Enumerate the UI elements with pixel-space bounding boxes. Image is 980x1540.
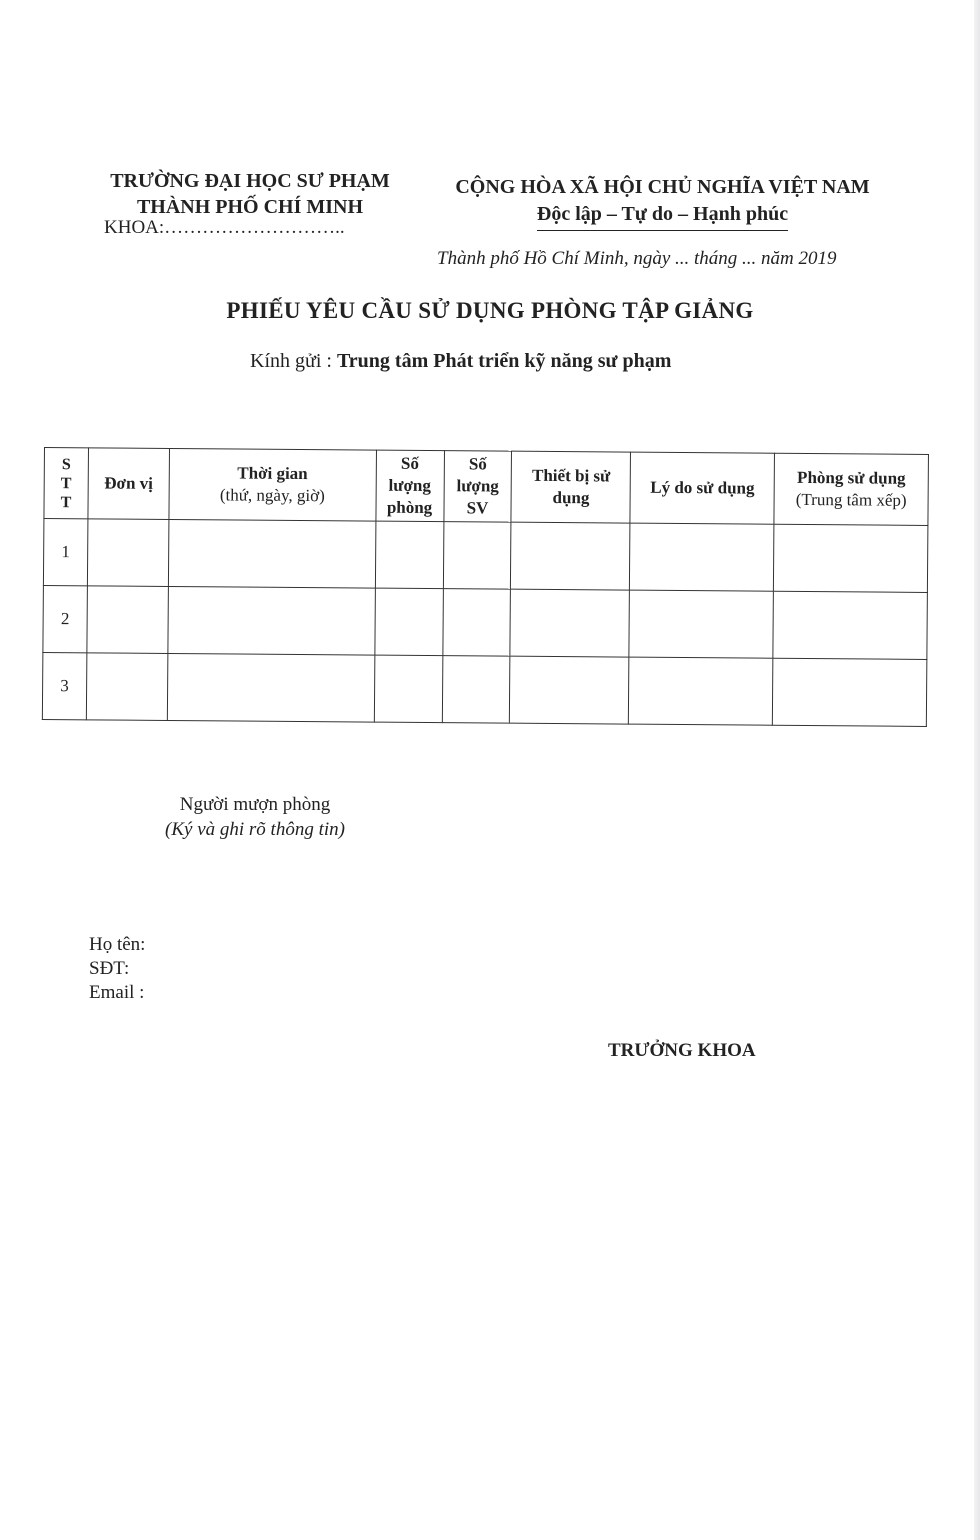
table-row: [43, 585, 927, 659]
row-stt: 1: [43, 519, 87, 586]
school-name-line2: THÀNH PHỐ CHÍ MINH: [136, 196, 364, 218]
time-cell[interactable]: [168, 519, 375, 588]
recipient-label: Kính gửi :: [250, 350, 332, 372]
students-count-cell[interactable]: [442, 589, 510, 657]
school-name-block: [90, 168, 410, 220]
table-row: [42, 652, 926, 726]
time-cell[interactable]: [167, 653, 374, 722]
reason-cell[interactable]: [629, 657, 773, 725]
equipment-cell[interactable]: [511, 522, 630, 590]
header-rooms-count: Số lượng phòng: [375, 450, 444, 522]
rooms-count-cell[interactable]: [374, 588, 442, 656]
students-count-cell[interactable]: [442, 656, 510, 724]
unit-cell[interactable]: [87, 519, 168, 587]
unit-cell[interactable]: [86, 653, 167, 721]
recipient-name: Trung tâm Phát triển kỹ năng sư phạm: [336, 350, 672, 372]
room-assigned-cell[interactable]: [774, 524, 928, 592]
national-motto: Độc lập – Tự do – Hạnh phúc: [537, 201, 788, 231]
borrower-note: (Ký và ghi rõ thông tin): [165, 819, 345, 840]
students-count-cell[interactable]: [443, 522, 511, 590]
reason-cell[interactable]: [629, 590, 773, 658]
contact-block: [89, 933, 145, 1005]
room-assigned-cell[interactable]: [772, 658, 926, 726]
equipment-cell[interactable]: [510, 589, 629, 657]
header-room-sub: (Trung tâm xếp): [795, 489, 907, 510]
header-room-main: Phòng sử dụng: [797, 467, 906, 488]
table-header-row: [44, 448, 929, 526]
nation-name: CỘNG HÒA XÃ HỘI CHỦ NGHĨA VIỆT NAM: [455, 176, 870, 198]
header-time: [169, 448, 376, 521]
row-stt: 2: [43, 585, 87, 652]
email-field-label: Email :: [89, 982, 145, 1003]
form-title: PHIẾU YÊU CẦU SỬ DỤNG PHÒNG TẬP GIẢNG: [226, 298, 754, 323]
rooms-count-cell[interactable]: [374, 655, 442, 723]
name-field-label: Họ tên:: [89, 934, 146, 955]
reason-cell[interactable]: [630, 523, 774, 591]
header-room-assigned: [774, 453, 928, 525]
recipient-line: [250, 350, 671, 373]
date-line: Thành phố Hồ Chí Minh, ngày ... tháng ... năm 2019: [437, 248, 837, 269]
school-name-line1: TRƯỜNG ĐẠI HỌC SƯ PHẠM: [110, 170, 390, 192]
rooms-count-cell[interactable]: [375, 521, 443, 589]
time-cell[interactable]: [168, 586, 375, 655]
national-header: [430, 174, 895, 231]
header-stt: S T T: [44, 448, 88, 519]
phone-field-label: SĐT:: [89, 958, 130, 979]
room-request-table: [42, 447, 929, 727]
dean-signature-label: TRƯỞNG KHOA: [608, 1040, 756, 1061]
header-time-sub: (thứ, ngày, giờ): [219, 485, 325, 506]
header-equipment: Thiết bị sử dụng: [511, 451, 630, 523]
faculty-field: KHOA:………………………..: [104, 217, 345, 238]
scan-edge: [974, 0, 980, 1540]
room-assigned-cell[interactable]: [773, 591, 927, 659]
header-unit: Đơn vị: [88, 448, 169, 520]
unit-cell[interactable]: [87, 586, 168, 654]
header-reason: Lý do sử dụng: [630, 452, 774, 524]
borrower-label: Người mượn phòng: [179, 794, 331, 815]
table-row: [43, 519, 927, 593]
header-students-count: Số lượng SV: [443, 451, 512, 523]
equipment-cell[interactable]: [510, 656, 629, 724]
borrower-block: [140, 792, 370, 842]
row-stt: 3: [42, 652, 86, 719]
header-time-main: Thời gian: [237, 463, 308, 484]
